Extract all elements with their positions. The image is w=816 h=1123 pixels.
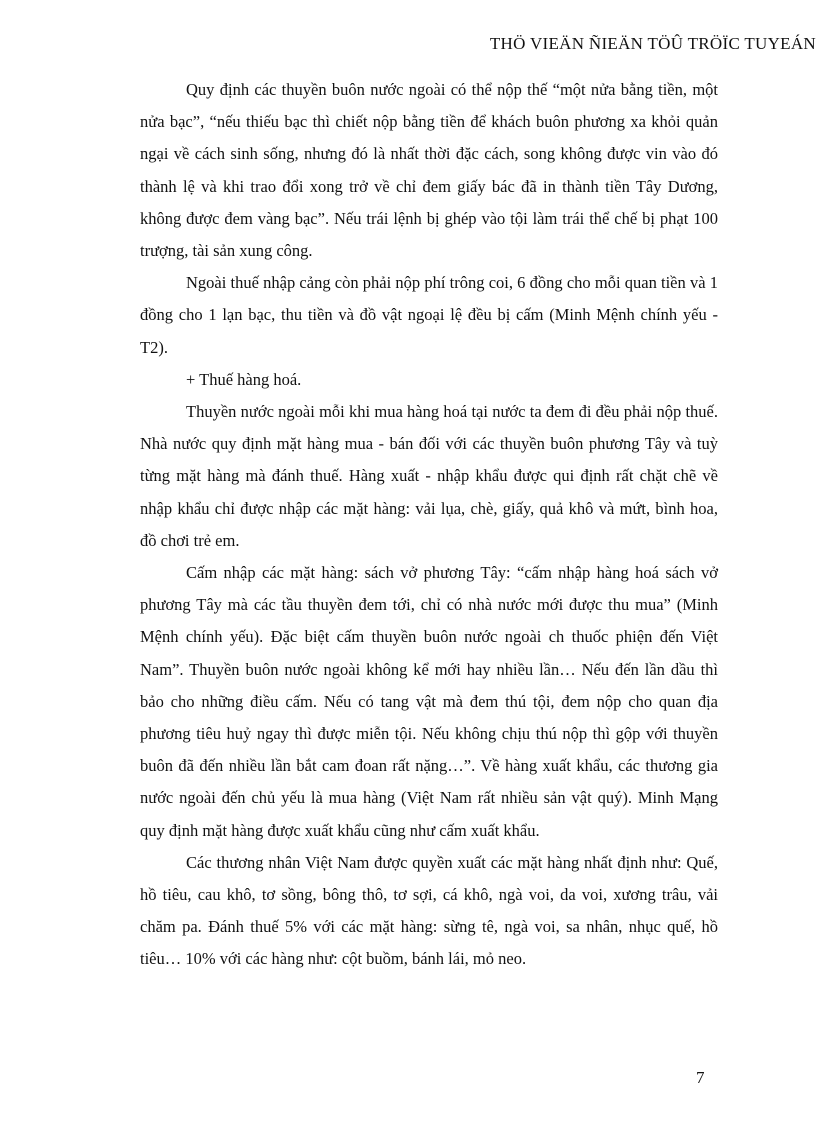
paragraph: Thuyền nước ngoài mỗi khi mua hàng hoá tại nước ta đem đi đều phải nộp thuế. Nhà nước quy định mặt hàng mua - bán đối với các thuyền buôn phương Tây và tuỳ từng mặt hàng mà đánh thuế. Hàng xuất - nhập khẩu được qui định rất chặt chẽ về nhập khẩu chỉ được nhập các mặt hàng: vải lụa, chè, giấy, quả khô và mứt, bình hoa, đồ chơi trẻ em. <box>140 402 718 550</box>
page-header: THÖ VIEÄN ÑIEÄN TÖÛ TRÖÏC TUYEÁN <box>489 34 816 53</box>
paragraph: Các thương nhân Việt Nam được quyền xuất các mặt hàng nhất định như: Quế, hồ tiêu, cau khô, tơ sồng, bông thô, tơ sợi, cá khô, ngà voi, da voi, xương trâu, vải chăm pa. Đánh thuế 5% với các mặt hàng: sừng tê, ngà voi, sa nhân, nhục quế, hồ tiêu… 10% với các hàng như: cột buồm, bánh lái, mỏ neo. <box>140 852 718 969</box>
paragraph: Ngoài thuế nhập cảng còn phải nộp phí trông coi, 6 đồng cho mỗi quan tiền và 1 đồng cho 1 lạn bạc, thu tiền và đồ vật ngoại lệ đều bị cấm (Minh Mệnh chính yếu - T2). <box>140 273 718 357</box>
page-number: 7 <box>696 1068 705 1087</box>
paragraph: Quy định các thuyền buôn nước ngoài có thể nộp thế “một nửa bằng tiền, một nửa bạc”, “nếu thiếu bạc thì chiết nộp bằng tiền để khách buôn phương xa khỏi quản ngại về cách sinh sống, nhưng đó là nhất thời đặc cách, song không được vin vào đó thành lệ và khi trao đổi xong trở về chỉ đem giấy bác đã in thành tiền Tây Dương, không được đem vàng bạc”. Nếu trái lệnh bị ghép vào tội làm trái thể chế bị phạt 100 trượng, tài sản xung công. <box>140 80 718 261</box>
paragraph: + Thuế hàng hoá. <box>186 369 302 389</box>
paragraph: Cấm nhập các mặt hàng: sách vở phương Tây: “cấm nhập hàng hoá sách vở phương Tây mà các tầu thuyền đem tới, chỉ có nhà nước mới được thu mua” (Minh Mệnh chính yếu). Đặc biệt cấm thuyền buôn nước ngoài ch thuốc phiện đến Việt Nam”. Thuyền buôn nước ngoài không kể mới hay nhiều lần… Nếu đến lần dầu thì bảo cho những điều cấm. Nếu có tang vật mà đem thú tội, đem nộp cho quan địa phương tiêu huỷ ngay thì được miễn tội. Nếu không chịu thú nộp thì gộp với thuyền buôn đã đến nhiều lần bắt cam đoan rất nặng…”. Về hàng xuất khẩu, các thương gia nước ngoài đến chủ yếu là mua hàng (Việt Nam rất nhiều sản vật quý). Minh Mạng quy định mặt hàng được xuất khẩu cũng như cấm xuất khẩu. <box>140 563 718 840</box>
document-body <box>140 74 718 976</box>
